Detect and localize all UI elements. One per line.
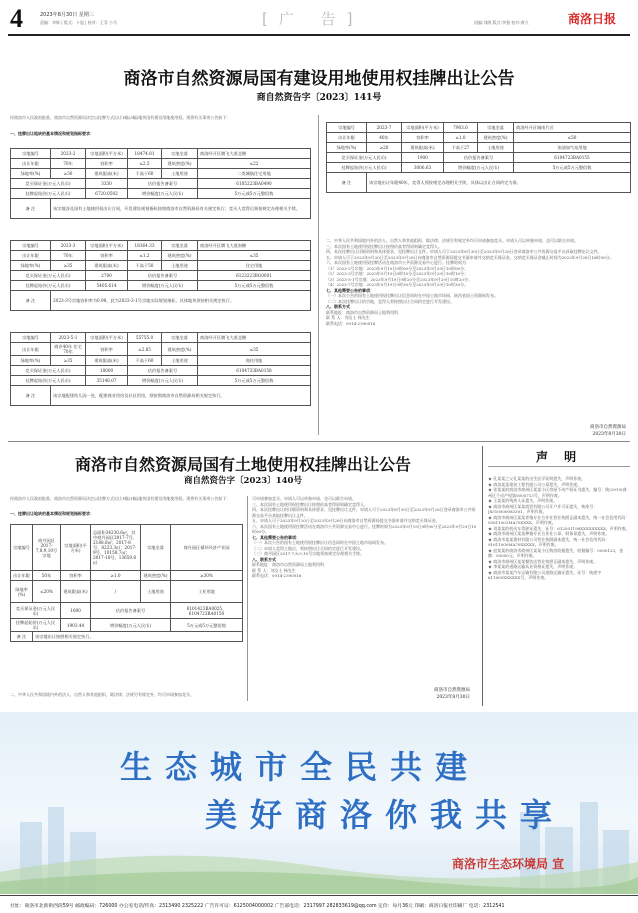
paragraph: （1）2023-2号宗地：2023年9月19日9时00分至2023年9月29日10时00分； <box>326 265 469 271</box>
cell-label: 建筑密度(%) <box>478 133 514 143</box>
paragraph: 五、申请人可于2023年9月20日至2023年9月28日向商洛市自然资源局提交书面申请并交纳竞买保证金。 <box>252 518 440 523</box>
cell: 6720.0502 <box>86 189 128 199</box>
cell-label: 建筑密度(%) <box>162 159 198 169</box>
cell-label: 宗地面积(平方米) <box>61 525 91 571</box>
cell: 6105223BA0490 <box>198 179 311 189</box>
cell: 6101423BA0025、6104723BA0150 <box>171 603 243 619</box>
cell: 6104723BA0155 <box>514 153 631 163</box>
cell: 不高于50 <box>128 261 162 271</box>
column-divider <box>247 496 248 701</box>
cell-label: 宗地坐落 <box>162 241 198 251</box>
cell: 1000 <box>61 603 91 619</box>
cell: 3330 <box>86 179 128 189</box>
cell: 18000 <box>86 366 128 376</box>
cell-label: 增价幅度(万元人民币) <box>128 189 198 199</box>
eco-banner <box>0 712 638 894</box>
cell-label: 挂牌起始价(万元人民币) <box>11 281 86 291</box>
cell-label: 竞买保证金(万元人民币) <box>11 179 86 189</box>
cell-label: 出让年限 <box>327 133 367 143</box>
statement-item: ★ 李某某的道路运输从业资格证遗失，声明作废。 <box>488 564 578 569</box>
cell: ≤1.2 <box>128 251 162 261</box>
cell: 5万元或5万元整倍数 <box>514 163 631 173</box>
paragraph: 三、本次国有土地使用权挂牌出让按照价高者得原则确定竞得人。 <box>252 501 368 507</box>
cell-label: 估价报告备案号 <box>444 153 514 163</box>
cell: 商洛经开区城南片区 <box>514 123 631 133</box>
paragraph: 三、本次国有土地使用权挂牌出让按照价高者得原则确定竞得人。 <box>326 243 442 249</box>
cell: ≤50 <box>514 133 631 143</box>
cell-label: 出让年限 <box>11 571 33 581</box>
cell: ≤35 <box>198 343 311 356</box>
notice1-number: 商自然资告字〔2023〕141号 <box>256 93 382 103</box>
cell: 不高于27 <box>444 143 478 153</box>
cell-label: 宗地面积(平方米) <box>86 241 128 251</box>
cell: 2023-7 <box>367 123 402 133</box>
cell-label: 宗地面积(平方米) <box>86 333 128 343</box>
parcel-table-d <box>326 122 631 193</box>
notice2-body-right <box>252 496 478 579</box>
cell-label: 宗地面积(平方米) <box>86 149 128 159</box>
paragraph: （3）2023-5-1号宗地：2023年9月19日9时20分至2023年9月29日10时20分； <box>326 276 472 282</box>
statement-item: ★ 商洛市商州区某某商贸有限公司开户许可证遗失，核准号：J8310000083301，声明作废。 <box>488 503 598 514</box>
cell-label: 宗地坐落 <box>141 525 171 571</box>
header-rule <box>8 34 630 36</box>
cell: ≥20 <box>367 143 402 153</box>
cell-label: 绿地率(%) <box>11 356 51 366</box>
cell-label: 竞买保证金(万元人民币) <box>11 603 61 619</box>
notice2-date: 2023年8月30日 <box>436 695 470 700</box>
cell: 6104733BA0158 <box>198 366 311 376</box>
cell-label: 估价报告备案号 <box>128 271 198 281</box>
paragraph: （二）申请人竞得土地后，须按照出让合同约定进行开发建设。 <box>252 545 364 551</box>
cell: 商住用地 <box>198 356 311 366</box>
statements-title: 声 明 <box>536 450 583 464</box>
paragraph: 联 系 人：刘女士 杨先生 <box>252 567 296 573</box>
paragraph: 联系地址：商洛市自然资源局土地利用科 <box>252 562 324 567</box>
cell-label: 容积率 <box>402 133 444 143</box>
cell: 工业用地 <box>171 581 243 603</box>
notice2-title: 商洛市自然资源局国有土地使用权挂牌出让公告 <box>74 455 411 474</box>
cell: / <box>91 581 141 603</box>
cell-label: 宗地编号 <box>11 333 51 343</box>
cell: ≤35 <box>198 251 311 261</box>
cell-label: 竞买保证金(万元人民币) <box>11 271 86 281</box>
cell: 5万元或5万元整倍数 <box>198 281 311 291</box>
cell: 3006.63 <box>402 163 444 173</box>
section-title: [广 告] <box>262 10 364 28</box>
cell-label: 挂牌起始价(万元人民币) <box>11 376 86 386</box>
paragraph: 联系电话：0914-2390016 <box>326 320 376 326</box>
cell: 5万元或5万元整倍数 <box>198 189 311 199</box>
cell-label: 备 注 <box>11 386 51 406</box>
paragraph: （一）本次公告的国有土地使用权挂牌出让信息同时在中国土地市场网发布。 <box>252 540 388 545</box>
statement-item: ★ 王某某的残疾人证遗失，声明作废。 <box>488 498 558 503</box>
cell-label: 建筑限高(米) <box>86 169 128 179</box>
statement-item: ★ 商洛市商州区某某种植专业合作社公章、财务章遗失，声明作废。 <box>488 531 610 536</box>
cell-label: 容积率 <box>86 343 128 356</box>
cell: 不高于60 <box>128 356 162 366</box>
cell: ≤2.85 <box>128 343 162 356</box>
paragraph: 可申请参加竞买。申请人可以单独申请，也可以联合申请。 <box>252 496 356 501</box>
cell-label: 备 注 <box>11 199 51 219</box>
notice2-intro: 经商洛市人民政府批准，商洛市自然资源局决定以挂牌方式出让1幅(1幅)地块国有建设用地使用权。现将有关事项公告如下： <box>10 496 231 501</box>
paragraph: 联系电话：0914-2390016 <box>252 573 302 578</box>
statement-divider <box>482 446 483 706</box>
statement-item: ★ 张某某的商洛市商州区某某小区房屋不动产权证书遗失，编号：陕(2019)商州区不动产权第0005713号，声明作废。 <box>488 487 627 498</box>
notice2-body-left: 二、中华人民共和国境内外的法人、自然人和其他组织，除法律、法规另有规定外，均可申请参加竞买。 <box>10 692 194 697</box>
notice2-signature: 商洛市自然资源局 <box>434 688 470 693</box>
cell-note: 该宗地配建幼儿园一处，配建商业用房及社区用房，须按照商洛市自然资源局相关规定执行。 <box>51 386 311 406</box>
notice1-body-right <box>326 238 630 326</box>
cell: 18474.81 <box>128 149 162 159</box>
cell-label: 绿地率(%) <box>11 261 51 271</box>
paragraph: 五、申请人可于2023年9月20日至2023年9月28日向商洛市自然资源局提交书面申请并交纳竞买保证金。交纳竞买保证金截止时间为2023年9月28日16时00分。 <box>326 254 614 260</box>
cell: ≤1.0 <box>444 133 478 143</box>
cell: ≤20% <box>33 581 61 603</box>
parcel-table-b <box>10 240 311 311</box>
paragraph: 联 系 人：刘女士 杨先生 <box>326 315 370 320</box>
cell-label: 建筑限高(米) <box>402 143 444 153</box>
paragraph: 七、其他需要公告的事项： <box>326 287 374 293</box>
cell: ≥35 <box>51 356 86 366</box>
cell-label: 宗地编号 <box>11 149 51 159</box>
cell-label: 建筑密度(%) <box>162 343 198 356</box>
cell: ≥30 <box>51 169 86 179</box>
cell-label: 土地用途 <box>478 143 514 153</box>
cell-label: 出让年限 <box>11 343 51 356</box>
banner-line2: 美好商洛你我共享 <box>205 796 566 834</box>
paragraph: 联系地址：商洛市自然资源局土地利用科 <box>326 309 398 315</box>
cell: 7903.6 <box>444 123 478 133</box>
cell-label: 出让年限 <box>11 159 51 169</box>
cell: 商丹园区循环经济产业园 <box>171 525 243 571</box>
section-rule <box>8 441 630 442</box>
notice1-signature: 商洛市自然资源局 <box>590 425 626 430</box>
paragraph: （4）2023-7号宗地：2023年9月19日9时30分至2023年9月29日10时30分。 <box>326 282 469 287</box>
notice1-title: 商洛市自然资源局国有建设用地使用权挂牌出让公告 <box>123 69 515 89</box>
cell-label: 挂牌起始价(万元人民币) <box>11 619 61 632</box>
banner-line1: 生态城市全民共建 <box>120 748 481 786</box>
cell-label: 土地用途 <box>162 356 198 366</box>
cell: 二类城镇住宅用地 <box>198 169 311 179</box>
cell-label: 容积率 <box>86 251 128 261</box>
cell-label: 建筑密度(%) <box>141 571 171 581</box>
section-label: 广 告 <box>278 10 347 28</box>
cell: 5万元或5万元整倍数 <box>171 619 243 632</box>
cell-label: 建筑密度(%) <box>162 251 198 261</box>
cell-label: 绿地率(%) <box>11 169 51 179</box>
cell-note: 该宗地出让年限40年，竞得人须按规定办理相关手续，具体以出让合同约定为准。 <box>367 173 631 193</box>
issue-date: 2023年8月30日 星期三 <box>40 12 94 18</box>
cell: 商洛经开区腾飞大道北侧 <box>198 333 311 343</box>
cell: 商洛经开区腾飞大道南侧 <box>198 241 311 251</box>
footer-info: 社址：商洛市北新街西段59号 邮政编码：726000 办公室电话/传真：2313490 2325222 广告许可证：6125004000002 广告部电话：2317997 282833619@qq.com 定价：每月36元 印刷：商洛日报社印刷厂 电话：2312541 <box>10 904 505 909</box>
cell-label: 增价幅度(万元人民币) <box>128 376 198 386</box>
notice2-number: 商自然资告字〔2023〕140号 <box>184 476 302 486</box>
paragraph: 八、联系方式 <box>252 556 276 562</box>
paragraph: （2）2023-3号宗地：2023年9月19日9时10分至2023年9月29日10时10分； <box>326 271 469 276</box>
paragraph: 六、本次国有土地使用权挂牌活动在商洛市公共资源交易中心进行。挂牌时间为2023年9月19日9时00分至2023年9月29日10时00分。 <box>252 523 477 534</box>
cell-label: 宗地编号 <box>11 241 51 251</box>
right-info: 国编:刘鹃 版式:李强 校对:黄九 <box>474 20 529 25</box>
cell: 不高于60 <box>128 169 162 179</box>
notice1-intro: 经商洛市人民政府批准，商洛市自然资源局决定以挂牌方式出让1幅(3幅)地块国有建设用地使用权。现将有关事项公告如下： <box>10 115 231 120</box>
cell-label: 宗地坐落 <box>162 149 198 159</box>
cell-label: 备 注 <box>327 173 367 193</box>
parcel-table-e <box>10 524 243 642</box>
cell-label: 备 注 <box>11 632 33 642</box>
statements-list <box>488 476 630 704</box>
cell-label: 估价报告备案号 <box>128 366 198 376</box>
cell-label: 估价报告备案号 <box>91 603 171 619</box>
cell: 2023-2 <box>51 149 86 159</box>
cell-label: 土地用途 <box>141 581 171 603</box>
newspaper-logo: 商洛日报 <box>568 12 617 26</box>
page-number: 4 <box>10 4 23 33</box>
cell-label: 增价幅度(万元人民币) <box>91 619 171 632</box>
paragraph: （一）本次公告的国有土地使用权挂牌出让信息同时在中国土地市场网、陕西省国土资源网发布。 <box>326 293 498 298</box>
cell-label: 建筑限高(米) <box>86 356 128 366</box>
statement-item: ★ 商洛市商州区某某养殖专业合作社营业执照正副本遗失，统一社会信用代码：93611002MA70XXXX，声明作废。 <box>488 514 630 525</box>
cell-label: 竞买保证金(万元人民币) <box>327 153 402 163</box>
paragraph: （三）商丹园区2017-7,8,9,10号宗地须按规定办理相关手续。 <box>252 551 365 556</box>
cell-label: 绿地率(%) <box>327 143 367 153</box>
cell: ≤22 <box>198 159 311 169</box>
paragraph: （二）本次挂牌出让的宗地，竞得人须按照出让合同约定进行开发建设。 <box>326 298 454 304</box>
parcel-table-a <box>10 148 311 219</box>
cell: ≤2.5 <box>128 159 162 169</box>
cell-note: 该宗地出让按照相关规定执行。 <box>33 632 243 642</box>
cell: 55755.0 <box>128 333 162 343</box>
paragraph: 七、其他需要公告的事项： <box>252 534 300 540</box>
cell: 住宅用地 <box>198 261 311 271</box>
notice1-date: 2023年8月30日 <box>592 432 626 437</box>
cell-label: 出让年限 <box>11 251 51 261</box>
cell-label: 宗地面积(平方米) <box>402 123 444 133</box>
cell-label: 建筑限高(米) <box>61 581 91 603</box>
notice2-section1: 一、挂牌出让地块的基本情况和规划指标要求： <box>10 511 94 516</box>
cell: 40年 <box>367 133 402 143</box>
cell-label: 容积率 <box>86 159 128 169</box>
cell-label: 容积率 <box>61 571 91 581</box>
cell: 2700 <box>86 271 128 281</box>
cell: 1900 <box>402 153 444 163</box>
cell: 5405.614 <box>86 281 128 291</box>
cell: 50年 <box>33 571 61 581</box>
cell: 2023-3 <box>51 241 86 251</box>
cell: 2023-5-1 <box>51 333 86 343</box>
cell-label: 估价报告备案号 <box>128 179 198 189</box>
paragraph: 八、联系方式 <box>326 304 350 309</box>
cell: 18364.33 <box>128 241 162 251</box>
cell: 70年 <box>51 251 86 261</box>
paragraph: 四、本次挂牌出让详细资料和具体要求，见挂牌出让文件。申请人可于2023年8月30日至2023年9月28日登录商洛市公共资源交易平台获取挂牌出让文件。 <box>326 249 602 254</box>
cell: ≥1.0 <box>91 571 141 581</box>
parcel-table-c <box>10 332 311 406</box>
cell: 商丹园区2017-7,8,9,10号宗地 <box>33 525 61 571</box>
statement-item: ★ 刘某某的机动车驾驶证遗失，证号：612501198XXXXXXXXX，声明作废。 <box>488 525 630 531</box>
cell-label: 土地用途 <box>162 261 198 271</box>
statement-item: ★ 商洛市商州区某某餐饮店营业执照正副本遗失，声明作废。 <box>488 558 598 564</box>
paragraph: 二、中华人民共和国境内外的法人、自然人和其他组织，除法律、法规另有规定外均可申请参加竞买。申请人可以单独申请，也可以联合申请。 <box>326 238 578 243</box>
cell-label: 建筑限高(米) <box>86 261 128 271</box>
editor-line: 责编：李辉 | 版式：卜旭 | 校对：王菲 小马 <box>40 20 118 25</box>
cell-label: 增价幅度(万元人民币) <box>128 281 198 291</box>
statement-item: ★ 赵某某的商洛市商州区某某小区购房收据遗失，收据编号：0000123，金额：50000元，声明作废。 <box>488 547 624 558</box>
cell: 5万元或5万元整倍数 <box>198 376 311 386</box>
paragraph: 六、本次国有土地使用权挂牌活动在商洛市公共资源交易中心进行。挂牌时间为： <box>326 260 470 265</box>
notice1-section1: 一、挂牌出让地块的基本情况和规划指标要求： <box>10 131 94 136</box>
cell-label: 宗地编号 <box>11 525 33 571</box>
statement-item: ★ 孔某某之父孔某某的出生医学证明遗失，声明作废。 <box>488 476 586 481</box>
banner-sponsor: 商洛市生态环境局 宣 <box>452 857 565 871</box>
cell-label: 土地用途 <box>162 169 198 179</box>
cell: 6123223BG0001 <box>198 271 311 281</box>
paragraph: 四、本次挂牌出让的详细资料和具体要求，见挂牌出让文件。申请人可于2023年8月30日至2023年9月28日登录商洛市公共资源交易平台获取挂牌出让文件。 <box>252 507 476 518</box>
cell: 35148.07 <box>86 376 128 386</box>
cell-label: 宗地坐落 <box>478 123 514 133</box>
cell-label: 备 注 <box>11 291 51 311</box>
cell-label: 绿地率(%) <box>11 581 33 603</box>
statement-item: ★ 商洛市某某汽车运输有限公司道路运输证遗失，证号：陕商字611000XXXXXX号，声明作废。 <box>488 569 602 580</box>
cell-label: 竞买保证金(万元人民币) <box>11 366 86 376</box>
column-divider <box>318 115 319 435</box>
cell: ≥35 <box>51 261 86 271</box>
statement-item: ★ 商洛市某某建材有限公司营业执照副本遗失，统一社会信用代码：91611000MA70XXXXX，声明作废。 <box>488 536 610 547</box>
cell-label: 宗地编号 <box>327 123 367 133</box>
cell-note: 该宗地涉及国有土地使用权出让合同，开发建设规划指标按照商洛市自然资源局有关规定执行；竞买人竞得后须按规定办理相关手续。 <box>51 199 311 219</box>
cell-label: 增价幅度(万元人民币) <box>444 163 514 173</box>
cell-label: 挂牌起始价(万元人民币) <box>327 163 402 173</box>
cell: 商业40年 住宅70年 <box>51 343 86 356</box>
cell: 加油加气站用地 <box>514 143 631 153</box>
cell: ≥30% <box>171 571 243 581</box>
statement-item: ★ 商洛某某建筑工程有限公司公章遗失，声明作废。 <box>488 481 582 487</box>
cell: 总面积34230.6㎡，其中商丹园区2017-7号，2188.8㎡；2017-8号，8223.3㎡；2017-9号，10158.7㎡；2017-10号，13659.8㎡ <box>91 525 141 571</box>
cell: 1903.44 <box>61 619 91 632</box>
statement-rule <box>488 466 630 467</box>
cell-label: 宗地坐落 <box>162 333 198 343</box>
cell: 70年 <box>51 159 86 169</box>
cell-note: 2023-3号宗地容积率为0.98，此为2023-3-1号宗地实际规划指标，具体地块须按相关规定执行。 <box>51 291 311 311</box>
cell: 商洛经开区腾飞大道北侧 <box>198 149 311 159</box>
cell-label: 挂牌起始价(万元人民币) <box>11 189 86 199</box>
